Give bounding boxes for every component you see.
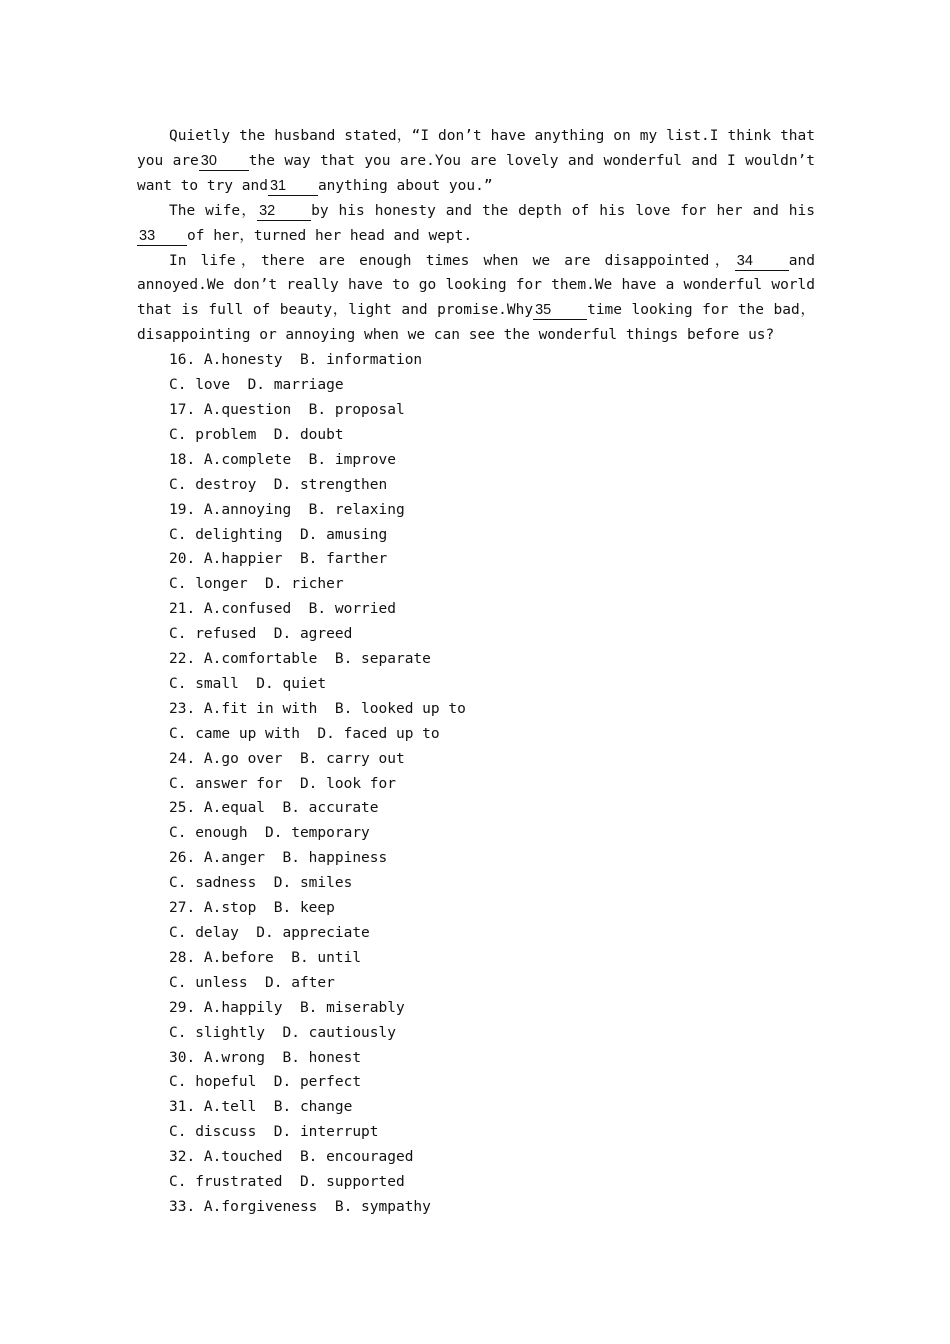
option-line: 32. A.touched B. encouraged (169, 1149, 414, 1166)
option-line: C. destroy D. strengthen (169, 476, 388, 493)
option-line: C. enough D. temporary (169, 825, 370, 842)
option-line: C. delighting D. amusing (169, 526, 388, 543)
option-line: 31. A.tell B. change (169, 1099, 353, 1116)
text-segment: time looking for the bad，disappointing or annoying when we can see the wonderful things before us? (137, 302, 815, 344)
option-line: C. love D. marriage (169, 377, 344, 394)
option-line: 20. A.happier B. farther (169, 551, 388, 568)
text-segment: and annoyed.We don’t really have to go looking for them.We have a wonderful world that is full of beauty，light and promise.Why (137, 252, 815, 319)
document-page (137, 124, 815, 1220)
blank-30: 30 (199, 153, 249, 171)
option-line: 22. A.comfortable B. separate (169, 651, 431, 668)
blank-35: 35 (533, 302, 587, 320)
option-line: 28. A.before B. until (169, 949, 362, 966)
option-line: 24. A.go over B. carry out (169, 750, 405, 767)
option-line: 16. A.honesty B. information (169, 352, 423, 369)
paragraph-wife-wept (137, 199, 815, 249)
option-line: 19. A.annoying B. relaxing (169, 501, 405, 518)
option-line: 21. A.confused B. worried (169, 601, 396, 618)
text-segment: anything about you.” (317, 177, 493, 194)
option-line: C. problem D. doubt (169, 426, 344, 443)
option-line: 18. A.complete B. improve (169, 451, 396, 468)
option-line: C. refused D. agreed (169, 626, 353, 643)
option-line: 26. A.anger B. happiness (169, 850, 388, 867)
paragraph-in-life (137, 249, 815, 349)
blank-32: 32 (257, 203, 311, 221)
option-line: C. came up with D. faced up to (169, 725, 440, 742)
paragraph-husband-statement (137, 124, 815, 199)
option-line: 17. A.question B. proposal (169, 401, 405, 418)
text-segment: by his honesty and the depth of his love for her and his (311, 202, 815, 219)
option-line: 29. A.happily B. miserably (169, 999, 405, 1016)
option-line: C. delay D. appreciate (169, 925, 370, 941)
option-line: 25. A.equal B. accurate (169, 800, 379, 817)
option-line: C. sadness D. smiles (169, 875, 353, 892)
text-segment: Quietly the husband stated，“I don’t have anything on my list.I think that you are (137, 128, 815, 169)
option-line: C. frustrated D. supported (169, 1174, 405, 1191)
option-line: C. discuss D. interrupt (169, 1124, 379, 1141)
option-line: C. hopeful D. perfect (169, 1074, 362, 1091)
option-line: C. longer D. richer (169, 576, 344, 593)
option-line: 27. A.stop B. keep (169, 900, 335, 917)
text-segment: The wife， (169, 202, 258, 219)
option-line: 33. A.forgiveness B. sympathy (169, 1198, 431, 1215)
option-line: 23. A.fit in with B. looked up to (169, 700, 466, 717)
option-line: 30. A.wrong B. honest (169, 1049, 362, 1066)
blank-31: 31 (268, 178, 318, 196)
option-line: C. unless D. after (169, 974, 335, 991)
text-segment: In life，there are enough times when we are disappointed， (169, 252, 735, 269)
option-line: C. slightly D. cautiously (169, 1024, 396, 1041)
answer-options-list (137, 348, 815, 1220)
text-segment: the way that you are.You are lovely and wonderful and I wouldn’t want to try and (137, 152, 816, 194)
option-line: C. small D. quiet (169, 675, 327, 692)
option-line: C. answer for D. look for (169, 775, 396, 792)
blank-34: 34 (735, 253, 789, 271)
blank-33: 33 (137, 228, 187, 246)
text-segment: of her，turned her head and wept. (187, 227, 473, 244)
